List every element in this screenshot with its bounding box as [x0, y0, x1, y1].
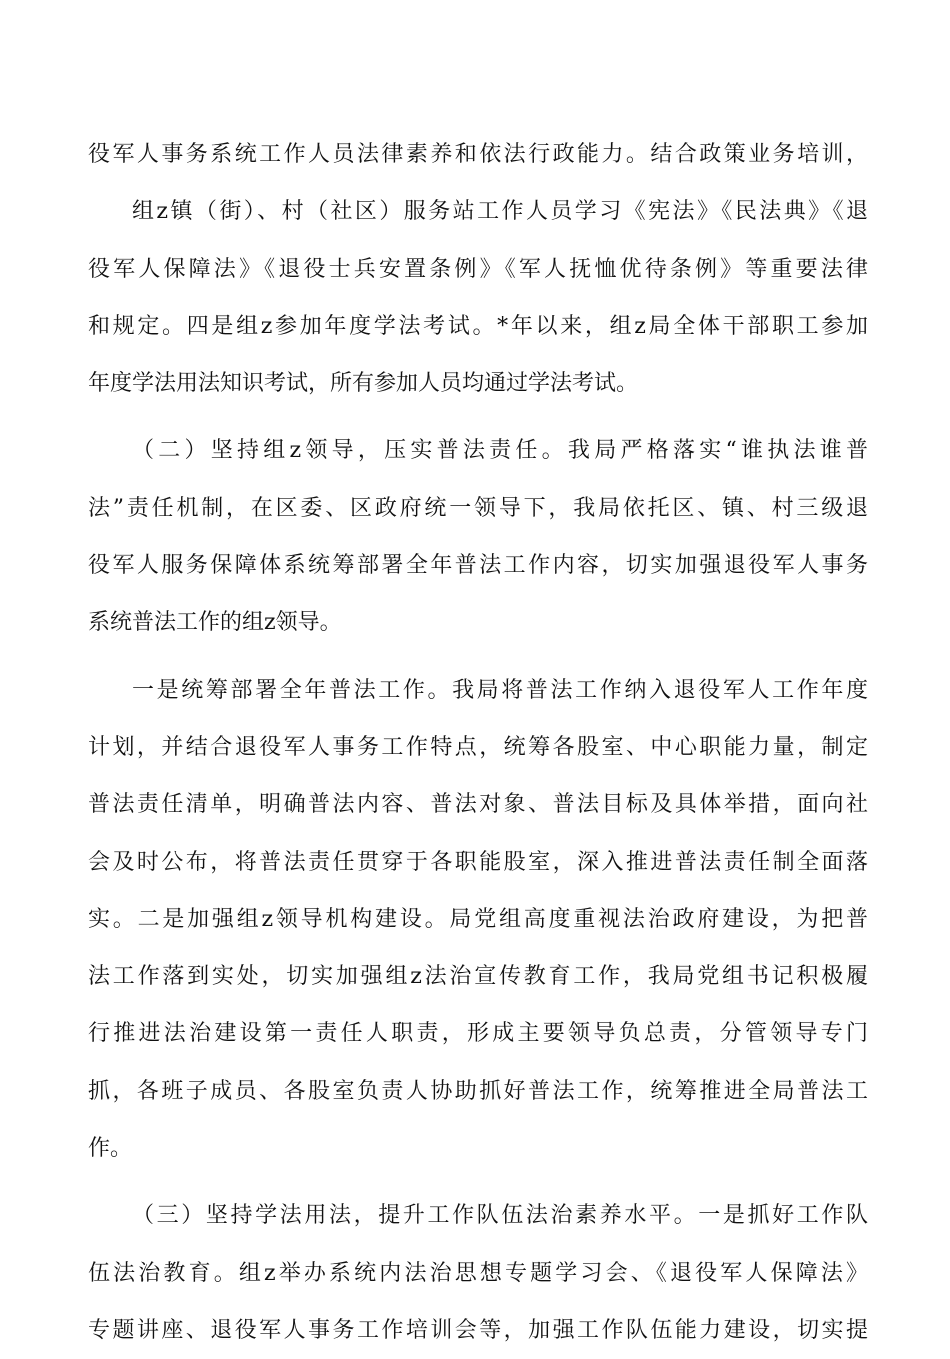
paragraph-3 — [88, 662, 868, 1178]
document-body — [88, 126, 868, 1359]
text-line: 一是统筹部署全年普法工作。我局将普法工作纳入退役军人工作年度 — [132, 677, 868, 703]
text-line: 专题讲座、退役军人事务工作培训会等，加强工作队伍能力建设，切实提 — [88, 1317, 868, 1343]
text-line: 和规定。四是组z参加年度学法考试。*年以来，组z局全体干部职工参加 — [88, 313, 868, 339]
text-line: 作。 — [88, 1136, 133, 1162]
text-line: 抓，各班子成员、各股室负责人协助抓好普法工作，统筹推进全局普法工 — [88, 1078, 868, 1104]
paragraph-1 — [88, 126, 868, 412]
text-line: 法”责任机制，在区委、区政府统一领导下，我局依托区、镇、村三级退 — [88, 495, 868, 521]
text-line: 行推进法治建设第一责任人职责，形成主要领导负总责，分管领导专门 — [88, 1021, 868, 1047]
text-line: （二）坚持组z领导，压实普法责任。我局严格落实“谁执法谁普 — [132, 438, 868, 464]
text-line: 法工作落到实处，切实加强组z法治宣传教育工作，我局党组书记积极履 — [88, 964, 868, 990]
text-line: 普法责任清单，明确普法内容、普法对象、普法目标及具体举措，面向社 — [88, 792, 868, 818]
text-line: （三）坚持学法用法，提升工作队伍法治素养水平。一是抓好工作队 — [132, 1203, 868, 1229]
paragraph-spacer — [88, 652, 868, 662]
paragraph-2 — [88, 422, 868, 651]
text-line: 役军人保障法》《退役士兵安置条例》《军人抚恤优待条例》等重要法律 — [88, 256, 868, 282]
text-line: 役军人事务系统工作人员法律素养和依法行政能力。结合政策业务培训， — [88, 142, 868, 167]
paragraph-spacer — [88, 412, 868, 422]
text-line: 组z镇（街）、村（社区）服务站工作人员学习《宪法》《民法典》《退 — [132, 199, 868, 225]
paragraph-spacer — [88, 1177, 868, 1187]
text-line: 年度学法用法知识考试，所有参加人员均通过学法考试。 — [88, 371, 639, 397]
text-line: 系统普法工作的组z领导。 — [88, 610, 342, 636]
text-line: 计划，并结合退役军人事务工作特点，统筹各股室、中心职能力量，制定 — [88, 734, 868, 760]
text-line: 伍法治教育。组z举办系统内法治思想专题学习会、《退役军人保障法》 — [88, 1260, 868, 1286]
paragraph-4 — [88, 1187, 868, 1359]
text-line: 实。二是加强组z领导机构建设。局党组高度重视法治政府建设，为把普 — [88, 906, 868, 932]
text-line: 会及时公布，将普法责任贯穿于各职能股室，深入推进普法责任制全面落 — [88, 849, 868, 875]
text-line: 役军人服务保障体系统筹部署全年普法工作内容，切实加强退役军人事务 — [88, 553, 868, 579]
